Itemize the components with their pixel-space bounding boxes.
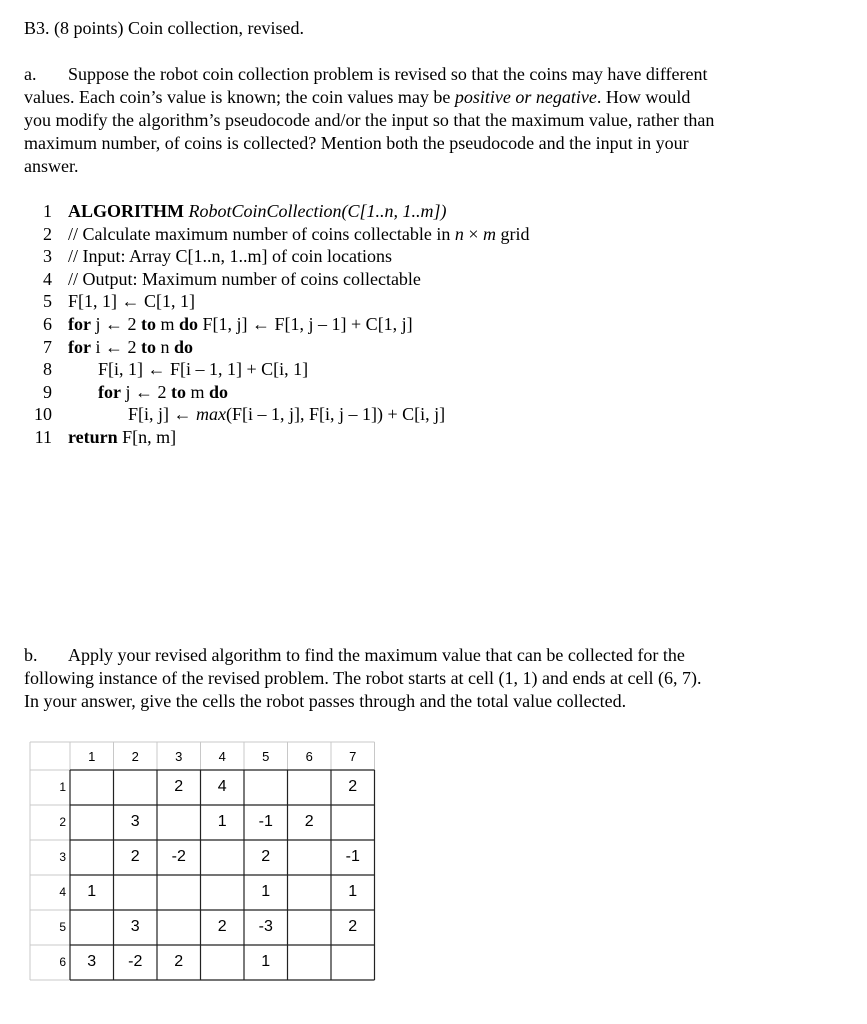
- grid-cell: 1: [261, 883, 271, 900]
- grid-cell: 3: [130, 813, 140, 830]
- grid-cell: 2: [174, 953, 184, 970]
- grid-cell: 2: [348, 918, 358, 935]
- column-header: 3: [175, 749, 183, 764]
- row-header: 4: [59, 885, 66, 899]
- grid-cell: -1: [258, 813, 273, 830]
- grid-cell: 1: [261, 953, 271, 970]
- part-a-text-1: Suppose the robot coin collection problem is revised so that the coins may have different: [68, 64, 708, 84]
- line-number: 10: [34, 404, 52, 425]
- part-a-text-4: maximum number, of coins is collected? Mention both the pseudocode and the input in your: [24, 133, 689, 153]
- pseudocode-text: for i ← 2 to n do: [68, 336, 194, 357]
- pseudocode-text: for j ← 2 to m do: [98, 381, 229, 402]
- grid-cell: -1: [345, 848, 360, 865]
- line-number: 7: [43, 336, 52, 357]
- line-number: 9: [43, 381, 52, 402]
- pseudocode-text: // Output: Maximum number of coins collectable: [68, 268, 421, 289]
- row-header: 5: [59, 920, 66, 934]
- pseudocode-text: F[i, j] ← max(F[i – 1, j], F[i, j – 1]) + C[i, j]: [128, 404, 446, 425]
- row-header: 3: [59, 850, 66, 864]
- problem-header: B3. (8 points) Coin collection, revised.: [24, 18, 304, 38]
- grid-cell: -2: [171, 848, 186, 865]
- line-number: 11: [34, 427, 52, 447]
- line-number: 2: [43, 223, 52, 244]
- part-b-text-3: In your answer, give the cells the robot passes through and the total value collected.: [24, 691, 627, 711]
- row-header: 1: [59, 780, 66, 794]
- column-header: 6: [305, 749, 313, 764]
- line-number: 6: [43, 314, 52, 334]
- part-a-emphasis: positive or negative: [454, 87, 597, 107]
- grid-cell: 2: [174, 778, 184, 795]
- part-a-text-2b: . How would: [596, 87, 691, 107]
- grid-cell: 4: [217, 778, 227, 795]
- part-b-text-1: Apply your revised algorithm to find the maximum value that can be collected for the: [68, 645, 685, 665]
- line-number: 5: [43, 291, 52, 312]
- column-header: 5: [262, 749, 270, 764]
- grid-cell: 2: [261, 848, 271, 865]
- grid-cell: 2: [304, 813, 314, 830]
- grid-cell: 1: [348, 883, 358, 900]
- line-number: 8: [43, 359, 52, 380]
- pseudocode-text: // Input: Array C[1..n, 1..m] of coin locations: [68, 246, 392, 267]
- row-header: 6: [59, 955, 66, 969]
- column-header: 7: [349, 749, 357, 764]
- grid-cell: 2: [217, 918, 227, 935]
- pseudocode-text: F[1, 1] ← C[1, 1]: [68, 291, 195, 312]
- column-header: 4: [218, 749, 226, 764]
- grid-cell: 2: [130, 848, 140, 865]
- part-a-text-2: values. Each coin’s value is known; the coin values may be: [24, 87, 455, 107]
- grid-cell: -3: [258, 918, 273, 935]
- grid-cell: 1: [87, 883, 97, 900]
- row-header: 2: [59, 815, 66, 829]
- pseudocode-text: for j ← 2 to m do F[1, j] ← F[1, j – 1] + C[1, j]: [68, 314, 413, 334]
- part-a-text-3: you modify the algorithm’s pseudocode and/or the input so that the maximum value, rather than: [24, 110, 715, 130]
- line-number: 1: [43, 201, 52, 221]
- grid-cell: 3: [130, 918, 140, 935]
- grid-cell: 2: [348, 778, 358, 795]
- pseudocode-text: ALGORITHM RobotCoinCollection(C[1..n, 1..m]): [68, 201, 447, 221]
- column-header: 2: [131, 749, 139, 764]
- part-b-text-2: following instance of the revised problem. The robot starts at cell (1, 1) and ends at cell (6, 7).: [24, 668, 702, 688]
- line-number: 3: [43, 246, 52, 267]
- part-a-label: a.: [24, 64, 37, 84]
- line-number: 4: [43, 268, 52, 289]
- part-a-text-5: answer.: [24, 156, 79, 176]
- grid-cell: 3: [87, 953, 97, 970]
- pseudocode-text: return F[n, m]: [68, 427, 177, 447]
- pseudocode-text: // Calculate maximum number of coins collectable in n × m grid: [68, 223, 530, 244]
- pseudocode-text: F[i, 1] ← F[i – 1, 1] + C[i, 1]: [98, 359, 309, 380]
- column-header: 1: [88, 749, 96, 764]
- grid-cell: -2: [128, 953, 143, 970]
- part-b-label: b.: [24, 645, 38, 665]
- grid-cell: 1: [217, 813, 227, 830]
